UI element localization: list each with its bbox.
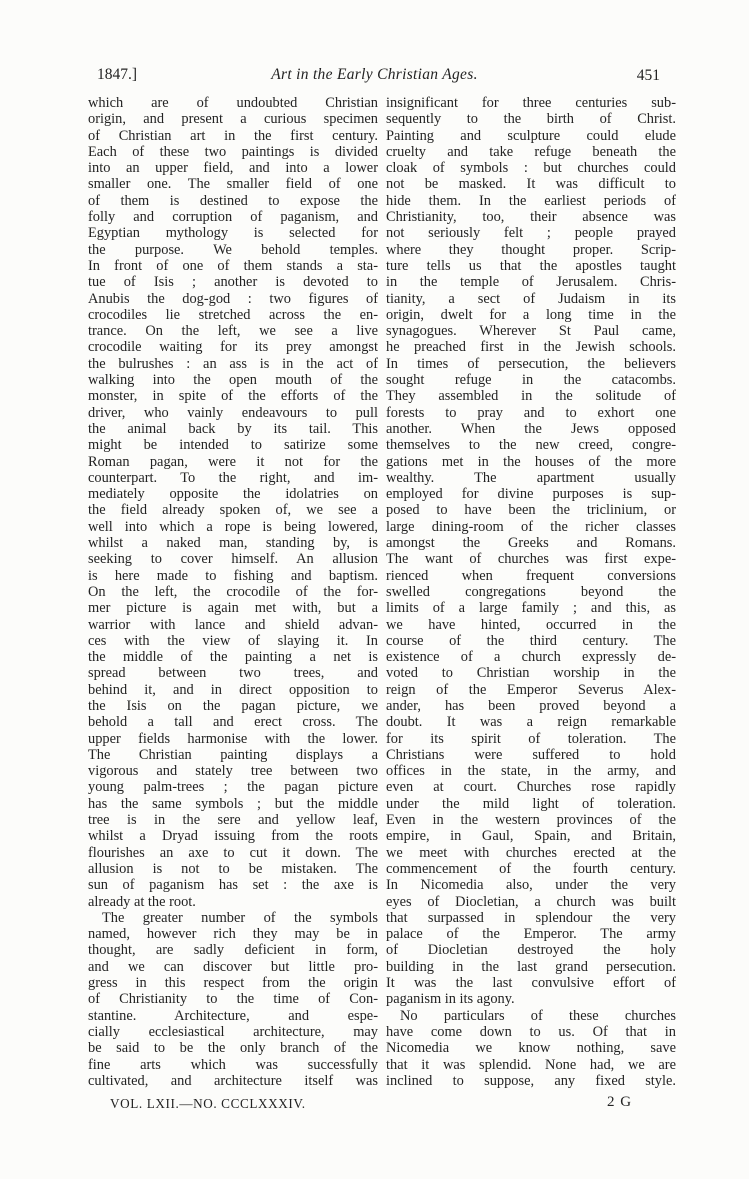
text-line: gress in this respect from the origin [88, 975, 378, 992]
text-line: be said to be the only branch of the [88, 1040, 378, 1057]
text-line: monster, in spite of the efforts of the [88, 388, 378, 405]
text-line: allusion is not to be mistaken. The [88, 860, 378, 877]
text-line: upper fields harmonise with the lower. [88, 730, 378, 747]
text-line: behind it, and in direct opposition to [88, 681, 378, 698]
text-line: sought refuge in the catacombs. [386, 372, 676, 389]
text-line: voted to Christian worship in the [386, 665, 676, 682]
text-line: that surpassed in splendour the very [386, 909, 676, 926]
year-label: 1847.] [97, 66, 138, 83]
text-line: doubt. It was a reign remarkable [386, 714, 676, 731]
text-line: well into which a rope is being lowered, [88, 518, 378, 535]
text-line: origin, dwelt for a long time in the [386, 306, 676, 323]
text-line: large dining-room of the richer classes [386, 518, 676, 535]
running-head [0, 66, 749, 88]
text-line: reign of the Emperor Severus Alex- [386, 681, 676, 698]
text-line: young palm-trees ; the pagan picture [88, 779, 378, 796]
text-line: warrior with lance and shield advan- [88, 616, 378, 633]
text-line: On the left, the crocodile of the for- [88, 583, 378, 600]
text-line: palace of the Emperor. The army [386, 926, 676, 943]
text-line: ture tells us that the apostles taught [386, 257, 676, 274]
text-line: even at court. Churches rose rapidly [386, 779, 676, 796]
text-line: swelled congregations beyond the [386, 583, 676, 600]
text-line: The greater number of the symbols [102, 909, 378, 926]
text-line: Even in the western provinces of the [386, 812, 676, 829]
text-line: Each of these two paintings is divided [88, 143, 378, 160]
text-line: themselves to the new creed, congre- [386, 437, 676, 454]
text-line: and we can discover but little pro- [88, 958, 378, 975]
page-title: Art in the Early Christian Ages. [271, 66, 478, 83]
text-line: In times of persecution, the believers [386, 355, 676, 372]
text-line: cially ecclesiastical architecture, may [88, 1023, 378, 1040]
text-line: the bulrushes : an ass is in the act of [88, 355, 378, 372]
text-line: of Christianity to the time of Con- [88, 991, 378, 1008]
text-line: Christianity, too, their absence was [386, 209, 676, 226]
text-line: the animal back by its tail. This [88, 420, 378, 437]
text-line: course of the third century. The [386, 632, 676, 649]
text-line: crocodiles lie stretched across the en- [88, 306, 378, 323]
text-line: amongst the Greeks and Romans. [386, 535, 676, 552]
paragraph [386, 95, 676, 1008]
text-line: tree is in the sere and yellow leaf, [88, 812, 378, 829]
text-line: cruelty and take refuge beneath the [386, 143, 676, 160]
text-line: eyes of Diocletian, a church was built [386, 893, 676, 910]
text-line: fine arts which was successfully [88, 1056, 378, 1073]
text-line: Nicomedia we know nothing, save [386, 1040, 676, 1057]
text-line: counterpart. To the right, and im- [88, 469, 378, 486]
right-column [386, 95, 676, 1089]
text-line: sun of paganism has set : the axe is [88, 877, 378, 894]
text-line: limits of a large family ; and this, as [386, 600, 676, 617]
text-line: not be masked. It was difficult to [386, 176, 676, 193]
text-line: the Isis on the pagan picture, we [88, 697, 378, 714]
text-line: the purpose. We behold temples. [88, 241, 378, 258]
text-line: we have hinted, occurred in the [386, 616, 676, 633]
text-line: behold a tall and erect cross. The [88, 714, 378, 731]
text-line: folly and corruption of paganism, and [88, 209, 378, 226]
text-line: not seriously felt ; people prayed [386, 225, 676, 242]
text-line: cloak of symbols : but churches could [386, 160, 676, 177]
paragraph [88, 95, 378, 910]
text-line: They assembled in the solitude of [386, 388, 676, 405]
text-line: gations met in the houses of the more [386, 453, 676, 470]
text-line: of Diocletian destroyed the holy [386, 942, 676, 959]
paragraph [88, 910, 378, 1089]
text-line: into an upper field, and into a lower [88, 160, 378, 177]
text-line: under the mild light of toleration. [386, 795, 676, 812]
text-line: we meet with churches erected at the [386, 844, 676, 861]
text-line: It was the last convulsive effort of [386, 975, 676, 992]
text-line: In Nicomedia also, under the very [386, 877, 676, 894]
text-line: existence of a church expressly de- [386, 649, 676, 666]
text-line: origin, and present a curious specimen [88, 111, 378, 128]
text-line: commencement of the fourth century. [386, 860, 676, 877]
text-line: hide them. In the earliest periods of [386, 192, 676, 209]
text-line: might be intended to satirize some [88, 437, 378, 454]
text-line: posed to have been the triclinium, or [386, 502, 676, 519]
text-line: Painting and sculpture could elude [386, 127, 676, 144]
page-number: 451 [636, 67, 660, 84]
text-line: smaller one. The smaller field of one [88, 176, 378, 193]
text-line: employed for divine purposes is sup- [386, 486, 676, 503]
text-line: tue of Isis ; another is devoted to [88, 274, 378, 291]
text-line: No particulars of these churches [400, 1007, 676, 1024]
text-line: The want of churches was first expe- [386, 551, 676, 568]
text-line: thought, are sadly deficient in form, [88, 942, 378, 959]
text-line: which are of undoubted Christian [88, 95, 378, 111]
text-line: The Christian painting displays a [88, 746, 378, 763]
text-line: Christians were suffered to hold [386, 746, 676, 763]
volume-label: VOL. LXII.—NO. CCCLXXXIV. [110, 1096, 306, 1111]
text-line: Roman pagan, were it not for the [88, 453, 378, 470]
text-line: cultivated, and architecture itself was [88, 1072, 378, 1089]
text-line: driver, who vainly endeavours to pull [88, 404, 378, 421]
text-line: inclined to suppose, any fixed style. [386, 1072, 676, 1089]
left-column [88, 95, 378, 1089]
text-line: mediately opposite the idolatries on [88, 486, 378, 503]
text-line: he preached first in the Jewish schools. [386, 339, 676, 356]
text-line: whilst a Dryad issuing from the roots [88, 828, 378, 845]
paragraph [386, 1008, 676, 1089]
text-line: of Christian art in the first century. [88, 127, 378, 144]
text-line: mer picture is again met with, but a [88, 600, 378, 617]
text-line: for its spirit of toleration. The [386, 730, 676, 747]
text-line: synagogues. Wherever St Paul came, [386, 323, 676, 340]
text-line: vigorous and stately tree between two [88, 763, 378, 780]
text-line: Anubis the dog-god : two figures of [88, 290, 378, 307]
text-line: is here made to fishing and baptism. [88, 567, 378, 584]
text-line: sequently to the birth of Christ. [386, 111, 676, 128]
text-line: crocodile waiting for its prey amongst [88, 339, 378, 356]
text-line: have come down to us. Of that in [386, 1023, 676, 1040]
text-line: that it was splendid. None had, we are [386, 1056, 676, 1073]
text-line: walking into the open mouth of the [88, 372, 378, 389]
text-line: has the same symbols ; but the middle [88, 795, 378, 812]
text-line: stantine. Architecture, and espe- [88, 1007, 378, 1024]
text-line: empire, in Gaul, Spain, and Britain, [386, 828, 676, 845]
text-line: spread between two trees, and [88, 665, 378, 682]
text-columns [88, 95, 676, 1089]
text-line: in the temple of Jerusalem. Chris- [386, 274, 676, 291]
text-line: of them is destined to expose the [88, 192, 378, 209]
text-line: the field already spoken of, we see a [88, 502, 378, 519]
text-line: already at the root. [88, 893, 196, 910]
text-line: Egyptian mythology is selected for [88, 225, 378, 242]
text-line: trance. On the left, we see a live [88, 323, 378, 340]
text-line: insignificant for three centuries sub- [386, 95, 676, 111]
text-line: seeking to cover himself. An allusion [88, 551, 378, 568]
text-line: paganism in its agony. [386, 991, 515, 1008]
text-line: flourishes an axe to cut it down. The [88, 844, 378, 861]
text-line: In front of one of them stands a sta- [88, 257, 378, 274]
signature-mark: 2 G [607, 1094, 633, 1110]
text-line: tianity, a sect of Judaism in its [386, 290, 676, 307]
text-line: another. When the Jews opposed [386, 420, 676, 437]
text-line: wealthy. The apartment usually [386, 469, 676, 486]
text-line: forests to pray and to exhort one [386, 404, 676, 421]
text-line: ces with the view of slaying it. In [88, 632, 378, 649]
text-line: named, however rich they may be in [88, 926, 378, 943]
text-line: offices in the state, in the army, and [386, 763, 676, 780]
page-footer [0, 1094, 749, 1114]
text-line: where they thought proper. Scrip- [386, 241, 676, 258]
text-line: ander, has been proved beyond a [386, 697, 676, 714]
text-line: building in the last grand persecution. [386, 958, 676, 975]
text-line: whilst a naked man, standing by, is [88, 535, 378, 552]
text-line: rienced when frequent conversions [386, 567, 676, 584]
text-line: the middle of the painting a net is [88, 649, 378, 666]
